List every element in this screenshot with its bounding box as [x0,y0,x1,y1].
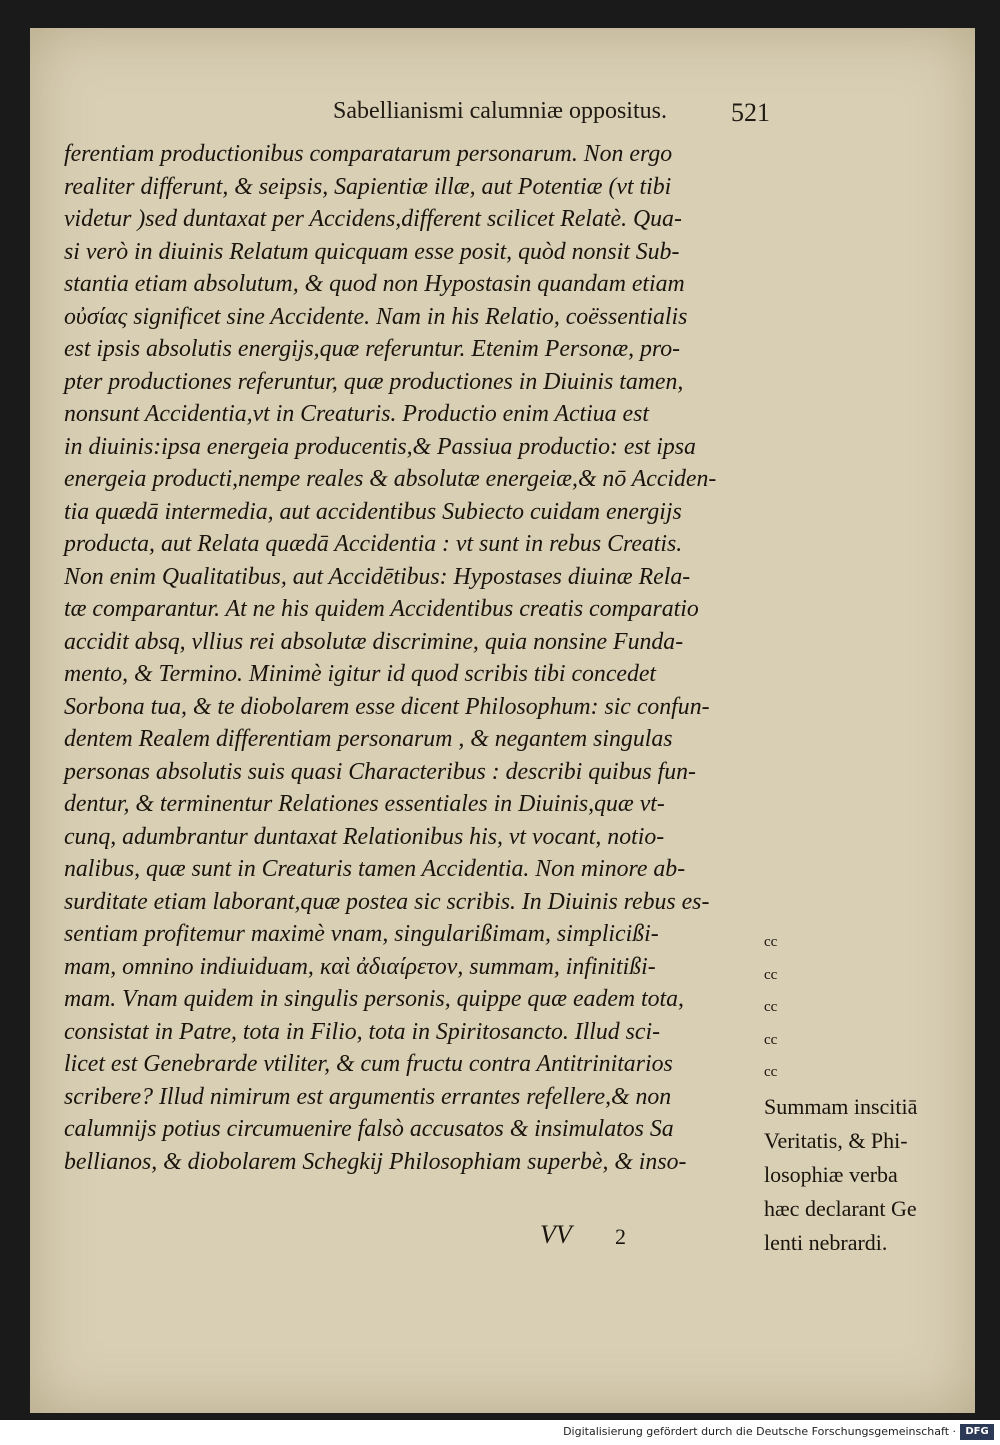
quote-mark: cc [764,934,778,950]
text-line: calumnijs potius circumuenire falsò accusatos & insimulatos Sa [64,1116,674,1142]
text-line: producta, aut Relata quædā Accidentia : vt sunt in rebus Creatis. [64,531,683,557]
text-line: personas absolutis suis quasi Characteribus : describi quibus fun- [64,758,696,785]
text-line: si verò in diuinis Relatum quicquam esse posit, quòd nonsit Sub- [64,238,680,265]
signature-mark: VV [540,1220,572,1249]
page-number: 521 [731,98,770,127]
book-page [30,28,975,1413]
text-line: videtur )sed duntaxat per Accidens,different scilicet Relatè. Qua- [64,206,682,232]
text-line: dentur, & terminentur Relationes essentiales in Diuinis,quæ vt- [64,791,665,817]
marginal-note-line: lenti nebrardi. [764,1230,888,1255]
text-line: pter productiones referuntur, quæ productiones in Diuinis tamen, [64,368,684,395]
text-line: stantia etiam absolutum, & quod non Hypostasin quandam etiam [64,271,685,297]
marginal-note-line: losophiæ verba [764,1162,898,1187]
text-line: Sorbona tua, & te diobolarem esse dicent Philosophum: sic confun- [64,693,710,720]
text-line: ferentiam productionibus comparatarum personarum. Non ergo [64,141,673,167]
marginal-note-line: Veritatis, & Phi- [764,1128,908,1153]
text-line: in diuinis:ipsa energeia producentis,& Passiua productio: est ipsa [64,433,696,460]
text-line: mento, & Termino. Minimè igitur id quod scribis tibi concedet [64,661,657,687]
marginal-note-line: hæc declarant Ge [764,1196,917,1221]
text-line: mam, omnino indiuiduam, καὶ ἀδιαίρετον, summam, infinitißi- [64,953,656,980]
quote-mark: cc [764,999,778,1015]
text-line: Non enim Qualitatibus, aut Accidētibus: Hypostases diuinæ Rela- [64,563,691,590]
text-line: accidit absq, vllius rei absolutæ discrimine, quia nonsine Funda- [64,628,684,655]
text-line: tæ comparantur. At ne his quidem Accidentibus creatis comparatio [64,596,699,622]
text-line: licet est Genebrarde vtiliter, & cum fructu contra Antitrinitarios [64,1051,673,1077]
text-line: οὐσίας significet sine Accidente. Nam in his Relatio, coëssentialis [64,303,688,330]
text-line: realiter differunt, & seipsis, Sapientiæ illæ, aut Potentiæ (vt tibi [64,173,672,200]
running-head: Sabellianismi calumniæ oppositus. [333,98,667,124]
text-line: est ipsis absolutis energijs,quæ referuntur. Etenim Personæ, pro- [64,336,681,362]
text-line: consistat in Patre, tota in Filio, tota in Spiritosancto. Illud sci- [64,1018,661,1045]
text-line: surditate etiam laborant,quæ postea sic scribis. In Diuinis rebus es- [64,888,710,915]
dfg-logo: DFG [960,1424,994,1440]
funding-credit: Digitalisierung gefördert durch die Deutsche Forschungsgemeinschaft · [563,1425,956,1438]
quote-mark: cc [764,966,778,983]
text-line: nalibus, quæ sunt in Creaturis tamen Accidentia. Non minore ab- [64,856,686,882]
text-line: mam. Vnam quidem in singulis personis, quippe quæ eadem tota, [64,986,685,1012]
text-line: bellianos, & diobolarem Schegkij Philosophiam superbè, & inso- [64,1148,687,1175]
text-line: cunq, adumbrantur duntaxat Relationibus his, vt vocant, notio- [64,823,665,850]
signature-number: 2 [615,1224,626,1249]
quote-mark: cc [764,1031,778,1048]
text-line: energeia producti,nempe reales & absolutæ energeiæ,& nō Acciden- [64,466,717,492]
text-line: dentem Realem differentiam personarum , & negantem singulas [64,726,673,752]
footer-bar [0,1420,1000,1445]
quotation-marks [764,926,784,1089]
quote-mark: cc [764,1064,778,1080]
body-text [64,138,764,1178]
text-line: nonsunt Accidentia,vt in Creaturis. Productio enim Actiua est [64,401,649,427]
marginal-note-line: Summam inscitiā [764,1094,918,1119]
text-line: sentiam profitemur maximè vnam, singularißimam, simplicißi- [64,921,659,947]
marginal-note [764,1090,964,1260]
text-line: scribere? Illud nimirum est argumentis errantes refellere,& non [64,1083,672,1110]
text-line: tia quædā intermedia, aut accidentibus Subiecto cuidam energijs [64,498,682,525]
